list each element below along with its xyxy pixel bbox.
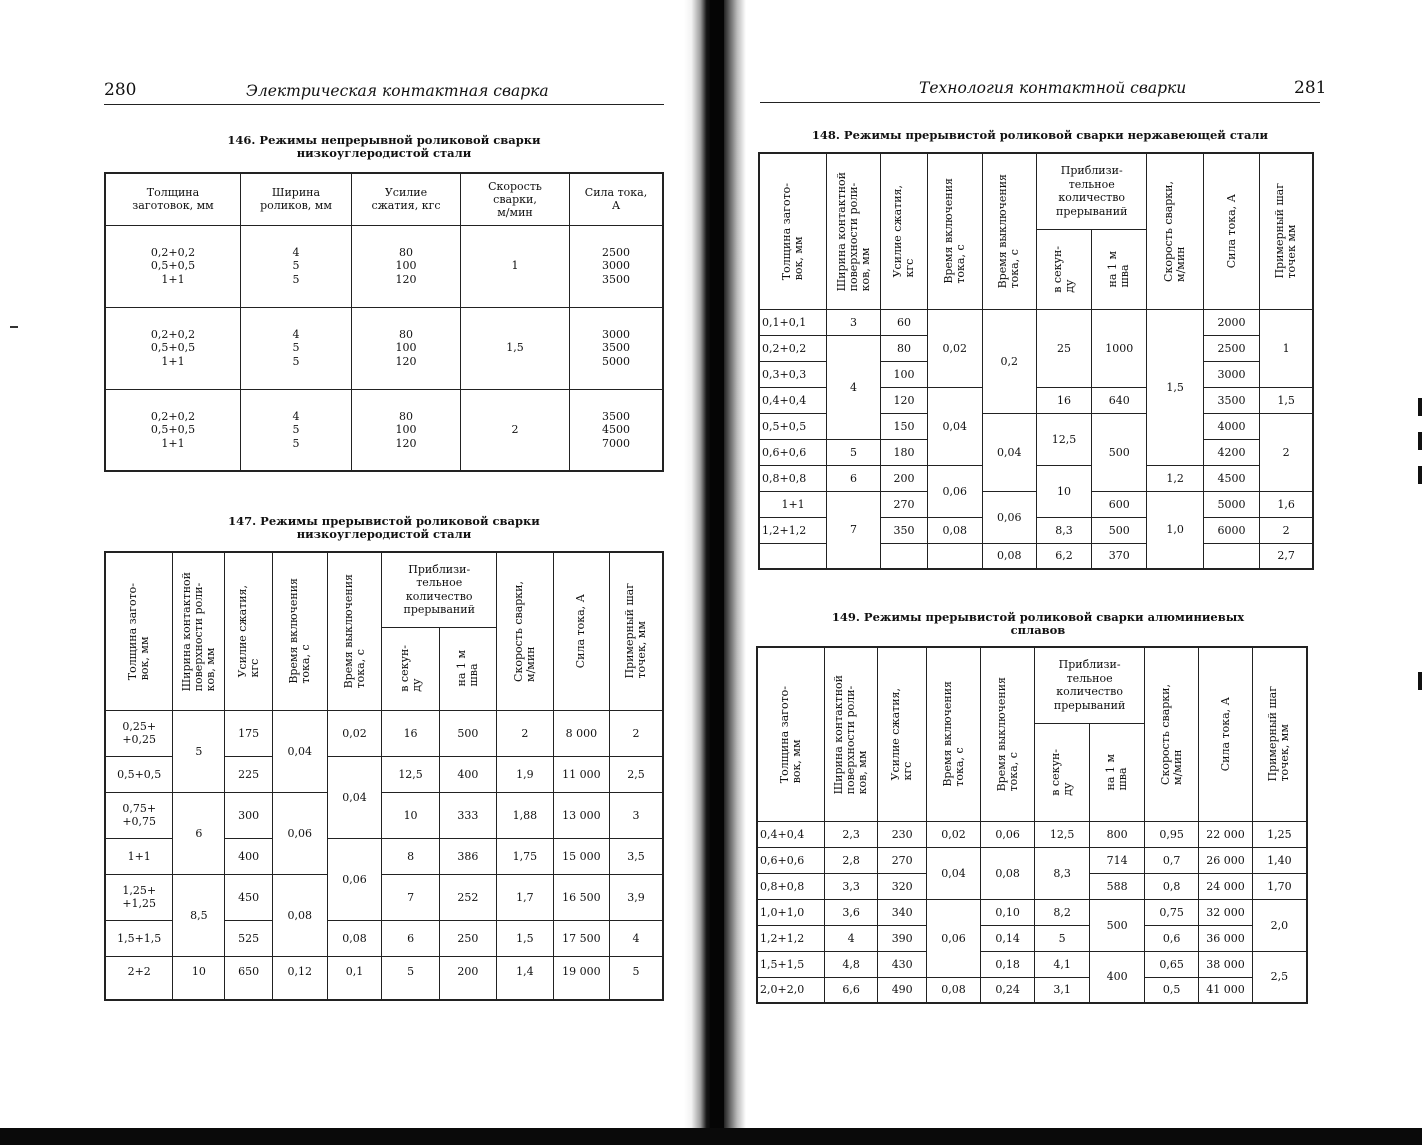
header-force: Усилие сжатия, кгс — [889, 688, 915, 781]
cell-current: 4500 — [1217, 471, 1246, 485]
table-row — [757, 847, 1307, 873]
header-contact-width: Ширина контактной поверхности роли- ков, мм — [834, 171, 872, 291]
cell-per-second: 10 — [1057, 484, 1072, 498]
table-row — [105, 389, 663, 471]
cell-thickness: 1,25+ +1,25 — [122, 883, 157, 910]
header-current: Сила тока, А — [1224, 194, 1238, 269]
cell-speed: 1,0 — [1166, 523, 1184, 537]
left-page — [0, 0, 700, 1145]
cell-per-second: 10 — [403, 808, 418, 822]
cell-thickness: 0,25+ +0,25 — [122, 719, 157, 746]
header-step: Примерный шаг точек, мм — [623, 583, 648, 680]
cell-current: 32 000 — [1206, 905, 1245, 919]
table-row — [757, 977, 1307, 1003]
cell-per-meter: 333 — [457, 808, 479, 822]
cell-speed: 0,6 — [1162, 931, 1181, 945]
cell-current: 3000 3500 5000 — [602, 327, 630, 368]
cell-current: 5000 — [1217, 497, 1246, 511]
page-number-right: 281 — [1294, 78, 1327, 98]
cell-force: 120 — [893, 393, 915, 407]
cell-per-meter: 200 — [457, 964, 479, 978]
cell-time-on: 0,06 — [287, 826, 312, 840]
cell-thickness: 1,2+1,2 — [762, 523, 807, 537]
cell-time-off: 0,04 — [996, 445, 1022, 459]
header-time-off: Время выключения тока, с — [341, 574, 367, 689]
cell-step: 2,0 — [1270, 918, 1289, 932]
table-147 — [104, 551, 664, 1001]
cell-time-off: 0,06 — [996, 510, 1022, 524]
cell-time-off: 0,06 — [995, 827, 1020, 841]
header-time-on: Время включения тока, с — [286, 578, 312, 685]
cell-force: 490 — [891, 983, 913, 997]
cell-width: 7 — [850, 523, 858, 537]
cell-current: 19 000 — [562, 964, 601, 978]
cell-speed: 1,5 — [516, 931, 534, 945]
header-current: Сила тока, А — [584, 186, 648, 213]
header-rule-right — [760, 102, 1320, 103]
cell-width: 6 — [850, 471, 858, 485]
cell-time-on: 0,08 — [942, 523, 968, 537]
cell-current: 3500 — [1217, 393, 1246, 407]
cell-per-meter: 714 — [1106, 853, 1128, 867]
cell-step: 3,5 — [627, 849, 645, 863]
cell-per-meter: 500 — [1108, 445, 1130, 459]
cell-step: 2,5 — [1270, 970, 1289, 984]
cell-per-second: 8 — [407, 849, 415, 863]
cell-per-second: 8,2 — [1053, 905, 1071, 919]
cell-thickness: 2,0+2,0 — [760, 983, 805, 997]
header-speed: Скорость сварки, м/мин — [1158, 683, 1184, 785]
table-row — [757, 821, 1307, 847]
cell-force: 80 100 120 — [395, 327, 417, 368]
cell-per-second: 12,5 — [398, 767, 423, 781]
cell-width: 5 — [850, 445, 858, 459]
cell-per-second: 3,1 — [1053, 983, 1071, 997]
header-step: Примерный шаг точек мм — [1273, 183, 1299, 280]
cell-thickness: 0,6+0,6 — [760, 853, 805, 867]
cell-time-on: 0,02 — [942, 341, 968, 355]
cell-time-on: 0,06 — [941, 931, 966, 945]
cell-per-meter: 500 — [1106, 918, 1128, 932]
header-thickness: Толщина загото- вок, мм — [780, 182, 806, 280]
table-row — [105, 792, 663, 838]
cell-speed: 1,88 — [512, 808, 538, 822]
cell-width: 4,8 — [842, 957, 860, 971]
cell-time-off: 0,02 — [342, 726, 367, 740]
cell-force: 525 — [238, 931, 260, 945]
cell-force: 300 — [238, 808, 260, 822]
cell-thickness: 0,6+0,6 — [762, 445, 807, 459]
cell-current: 15 000 — [562, 849, 601, 863]
cell-current: 22 000 — [1206, 827, 1245, 841]
cell-speed: 1,5 — [506, 341, 524, 355]
table-147-caption: 147. Режимы прерывистой роликовой сварки низкоуглеродистой стали — [228, 514, 540, 541]
cell-force: 200 — [893, 471, 915, 485]
cell-step: 2 — [632, 726, 640, 740]
cell-time-off: 0,18 — [995, 957, 1020, 971]
header-rule-left — [104, 104, 664, 105]
cell-per-meter: 250 — [457, 931, 479, 945]
cell-force: 80 100 120 — [395, 245, 417, 286]
cell-per-second: 5 — [1058, 931, 1066, 945]
cell-speed: 2 — [511, 423, 519, 436]
cell-per-second: 5 — [407, 964, 415, 978]
cell-time-off: 0,08 — [342, 931, 367, 945]
cell-step: 5 — [632, 964, 640, 978]
cell-per-meter: 588 — [1106, 879, 1128, 893]
header-time-on: Время включения тока, с — [941, 178, 967, 285]
cell-width: 4 5 5 — [292, 245, 300, 286]
table-row — [757, 925, 1307, 951]
cell-current: 17 500 — [562, 931, 601, 945]
cell-per-second: 4,1 — [1053, 957, 1071, 971]
cell-speed: 1,9 — [516, 767, 534, 781]
cell-thickness: 1,5+1,5 — [117, 931, 162, 945]
cell-thickness: 0,75+ +0,75 — [122, 801, 157, 828]
cell-thickness: 0,2+0,2 0,5+0,5 1+1 — [150, 409, 196, 450]
header-thickness: Толщина заготовок, мм — [132, 186, 214, 213]
cell-force: 350 — [893, 523, 915, 537]
cell-width: 3,3 — [842, 879, 860, 893]
cell-thickness: 1,0+1,0 — [760, 905, 805, 919]
cell-thickness: 0,1+0,1 — [762, 315, 807, 329]
cell-current: 8 000 — [565, 726, 598, 740]
cell-force: 430 — [891, 957, 913, 971]
cell-speed: 1,5 — [1166, 380, 1184, 394]
cell-speed: 0,65 — [1159, 957, 1184, 971]
cell-force: 400 — [238, 849, 260, 863]
cell-thickness: 2+2 — [127, 964, 151, 978]
cell-time-on: 0,06 — [942, 484, 968, 498]
cell-force: 650 — [238, 964, 260, 978]
table-146 — [104, 172, 664, 472]
cell-time-off: 0,08 — [996, 549, 1022, 563]
table-row — [759, 465, 1313, 491]
header-thickness: Толщина загото- вок, мм — [777, 685, 803, 783]
cell-force: 60 — [896, 315, 911, 329]
cell-current: 4200 — [1217, 445, 1246, 459]
cell-speed: 0,8 — [1162, 879, 1181, 893]
table-row — [759, 491, 1313, 517]
header-interrupts: Приблизи- тельное количество прерываний — [1053, 658, 1126, 712]
header-force: Усилие сжатия, кгс — [235, 585, 261, 678]
cell-speed: 0,5 — [1162, 983, 1181, 997]
cell-force: 80 — [896, 341, 911, 355]
cell-thickness: 0,2+0,2 0,5+0,5 1+1 — [150, 245, 196, 286]
header-current: Сила тока, А — [574, 594, 588, 669]
cell-current: 3500 4500 7000 — [602, 409, 630, 450]
cell-width: 10 — [191, 964, 206, 978]
cell-width: 5 — [195, 744, 203, 758]
cell-force: 175 — [238, 726, 260, 740]
cell-time-off: 0,1 — [345, 964, 364, 978]
header-per-meter: на 1 м шва — [454, 650, 480, 687]
header-contact-width: Ширина контактной поверхности роли- ков, мм — [832, 674, 870, 794]
cell-per-second: 6 — [407, 931, 415, 945]
cell-current: 24 000 — [1206, 879, 1245, 893]
cell-current: 2000 — [1217, 315, 1246, 329]
cell-current: 6000 — [1217, 523, 1246, 537]
cell-speed: 0,75 — [1159, 905, 1184, 919]
cell-time-off: 0,06 — [342, 872, 367, 886]
cell-current: 2500 — [1217, 341, 1246, 355]
cell-thickness: 0,8+0,8 — [760, 879, 805, 893]
cell-thickness: 0,8+0,8 — [762, 471, 807, 485]
cell-force: 225 — [238, 767, 260, 781]
cell-force: 80 100 120 — [395, 409, 417, 450]
header-force: Усилие сжатия, кгс — [371, 186, 441, 213]
table-row — [105, 225, 663, 307]
cell-time-off: 0,08 — [995, 866, 1020, 880]
cell-speed: 1,2 — [1166, 471, 1184, 485]
cell-current: 4000 — [1217, 419, 1246, 433]
cell-force: 320 — [891, 879, 913, 893]
cell-step: 3 — [632, 808, 640, 822]
cell-per-second: 25 — [1057, 341, 1072, 355]
cell-force: 270 — [891, 853, 913, 867]
table-row — [759, 309, 1313, 335]
header-step: Примерный шаг точек, мм — [1266, 686, 1292, 783]
cell-time-on: 0,02 — [941, 827, 966, 841]
cell-width: 3 — [850, 315, 858, 329]
cell-step: 1,40 — [1267, 853, 1292, 867]
cell-per-second: 16 — [1057, 393, 1072, 407]
cell-time-on: 0,12 — [287, 964, 312, 978]
cell-width: 4 — [847, 931, 855, 945]
cell-width: 2,3 — [842, 827, 860, 841]
table-row — [105, 710, 663, 756]
cell-speed: 1,4 — [516, 964, 534, 978]
header-contact-width: Ширина контактной поверхности роли- ков, мм — [179, 571, 217, 691]
cell-thickness: 0,3+0,3 — [762, 367, 807, 381]
cell-thickness: 1,5+1,5 — [760, 957, 805, 971]
header-speed: Скорость сварки, м/мин — [511, 580, 537, 682]
cell-per-meter: 386 — [457, 849, 479, 863]
header-thickness: Толщина загото- вок, мм — [126, 582, 152, 680]
cell-speed: 1 — [511, 259, 519, 273]
cell-time-on: 0,08 — [287, 908, 312, 922]
cell-thickness: 1+1 — [781, 497, 805, 511]
right-page — [712, 0, 1422, 1145]
cell-thickness: 0,2+0,2 0,5+0,5 1+1 — [150, 327, 196, 368]
header-force: Усилие сжатия, кгс — [890, 185, 916, 278]
cell-force: 150 — [893, 419, 915, 433]
cell-per-meter: 1000 — [1105, 341, 1134, 355]
cell-thickness: 0,4+0,4 — [760, 827, 805, 841]
table-149 — [756, 646, 1308, 1004]
table-148-caption: 148. Режимы прерывистой роликовой сварки нержавеющей стали — [811, 128, 1269, 142]
table-row — [105, 307, 663, 389]
header-time-off: Время выключения тока, с — [996, 174, 1022, 289]
cell-time-off: 0,10 — [995, 905, 1020, 919]
cell-current: 2500 3000 3500 — [602, 245, 630, 286]
cell-force: 180 — [893, 445, 915, 459]
cell-current: 36 000 — [1206, 931, 1245, 945]
header-speed: Скорость сварки, м/мин — [1162, 180, 1188, 282]
cell-current: 41 000 — [1206, 983, 1245, 997]
cell-width: 2,8 — [842, 853, 860, 867]
cell-per-meter: 800 — [1106, 827, 1128, 841]
cell-force: 270 — [893, 497, 915, 511]
cell-width: 4 5 5 — [292, 327, 300, 368]
table-146-header-row — [105, 173, 663, 225]
cell-speed: 0,95 — [1159, 827, 1184, 841]
table-149-header-row — [757, 647, 1307, 723]
header-time-on: Время включения тока, с — [940, 681, 966, 788]
header-interrupts: Приблизи- тельное количество прерываний — [403, 562, 475, 617]
cell-speed: 1,7 — [516, 890, 534, 904]
cell-time-on: 0,08 — [941, 983, 966, 997]
cell-per-meter: 400 — [1106, 970, 1128, 984]
cell-step: 1,5 — [1277, 393, 1295, 407]
cell-force: 230 — [891, 827, 913, 841]
cell-current: 38 000 — [1206, 957, 1245, 971]
cell-per-meter: 252 — [457, 890, 479, 904]
page-number-left: 280 — [104, 80, 137, 100]
header-roller-width: Ширина роликов, мм — [260, 186, 332, 213]
cell-per-second: 8,3 — [1055, 523, 1073, 537]
cell-width: 6 — [195, 826, 203, 840]
cell-time-on: 0,04 — [941, 866, 966, 880]
table-row — [105, 874, 663, 920]
table-row — [105, 956, 663, 1000]
table-row — [757, 951, 1307, 977]
cell-time-off: 0,2 — [1000, 354, 1018, 368]
table-148-header-row — [759, 153, 1313, 229]
header-per-second: в секун- ду — [1049, 748, 1075, 796]
cell-per-meter: 500 — [457, 726, 479, 740]
cell-force: 450 — [238, 890, 260, 904]
header-current: Сила тока, А — [1218, 697, 1232, 772]
cell-thickness: 0,5+0,5 — [762, 419, 807, 433]
table-149-caption: 149. Режимы прерывистой роликовой сварки алюминиевых сплавов — [831, 610, 1245, 637]
cell-step: 1,70 — [1267, 879, 1292, 893]
running-title-right: Технология контактной сварки — [919, 79, 1187, 97]
cell-per-meter: 500 — [1108, 523, 1130, 537]
cell-time-off: 0,14 — [995, 931, 1020, 945]
cell-thickness: 0,4+0,4 — [762, 393, 807, 407]
cell-current: 3000 — [1217, 367, 1246, 381]
cell-width: 4 5 5 — [292, 409, 300, 450]
table-146-caption: 146. Режимы непрерывной роликовой сварки низкоуглеродистой стали — [227, 133, 541, 160]
cell-per-second: 8,3 — [1053, 866, 1071, 880]
cell-force: 100 — [893, 367, 915, 381]
cell-thickness: 0,2+0,2 — [762, 341, 807, 355]
cell-step: 2,7 — [1277, 549, 1295, 563]
running-title-left: Электрическая контактная сварка — [246, 82, 549, 100]
cell-step: 2,5 — [627, 767, 645, 781]
cell-per-meter: 370 — [1108, 549, 1130, 563]
cell-time-on: 0,04 — [942, 419, 968, 433]
header-time-off: Время выключения тока, с — [994, 677, 1020, 792]
cell-per-second: 12,5 — [1051, 432, 1077, 446]
cell-per-second: 6,2 — [1055, 549, 1073, 563]
table-148 — [758, 152, 1314, 570]
cell-force: 390 — [891, 931, 913, 945]
cell-per-second: 7 — [407, 890, 415, 904]
cell-current: 26 000 — [1206, 853, 1245, 867]
cell-step: 2 — [1282, 445, 1290, 459]
header-per-second: в секун- ду — [397, 645, 423, 692]
cell-thickness: 1+1 — [127, 849, 151, 863]
cell-step: 3,9 — [627, 890, 645, 904]
header-per-second: в секун- ду — [1051, 245, 1077, 293]
cell-per-meter: 600 — [1108, 497, 1130, 511]
cell-width: 8,5 — [190, 908, 208, 922]
cell-step: 1,6 — [1277, 497, 1295, 511]
cell-time-on: 0,04 — [287, 744, 312, 758]
table-row — [757, 899, 1307, 925]
cell-time-off: 0,04 — [342, 790, 367, 804]
cell-step: 4 — [632, 931, 640, 945]
cell-speed: 1,75 — [512, 849, 538, 863]
cell-per-meter: 640 — [1108, 393, 1130, 407]
header-interrupts: Приблизи- тельное количество прерываний — [1056, 164, 1128, 218]
cell-current: 16 500 — [562, 890, 601, 904]
cell-width: 4 — [850, 380, 858, 394]
header-speed: Скорость сварки, м/мин — [488, 179, 542, 219]
cell-per-second: 12,5 — [1049, 827, 1075, 841]
cell-current: 13 000 — [562, 808, 601, 822]
cell-width: 3,6 — [842, 905, 860, 919]
cell-force: 340 — [891, 905, 913, 919]
cell-width: 6,6 — [842, 983, 860, 997]
cell-thickness: 0,5+0,5 — [117, 767, 162, 781]
cell-step: 1 — [1282, 341, 1290, 355]
cell-current: 11 000 — [562, 767, 601, 781]
cell-per-meter: 400 — [457, 767, 479, 781]
cell-speed: 0,7 — [1162, 853, 1181, 867]
header-per-meter: на 1 м шва — [1106, 250, 1132, 288]
cell-step: 2 — [1282, 523, 1290, 537]
cell-thickness: 1,2+1,2 — [760, 931, 805, 945]
cell-time-off: 0,24 — [995, 983, 1020, 997]
cell-per-second: 16 — [403, 726, 418, 740]
cell-step: 1,25 — [1267, 827, 1292, 841]
cell-speed: 2 — [521, 726, 529, 740]
table-147-header-row — [105, 552, 663, 627]
header-per-meter: на 1 м шва — [1104, 753, 1130, 791]
